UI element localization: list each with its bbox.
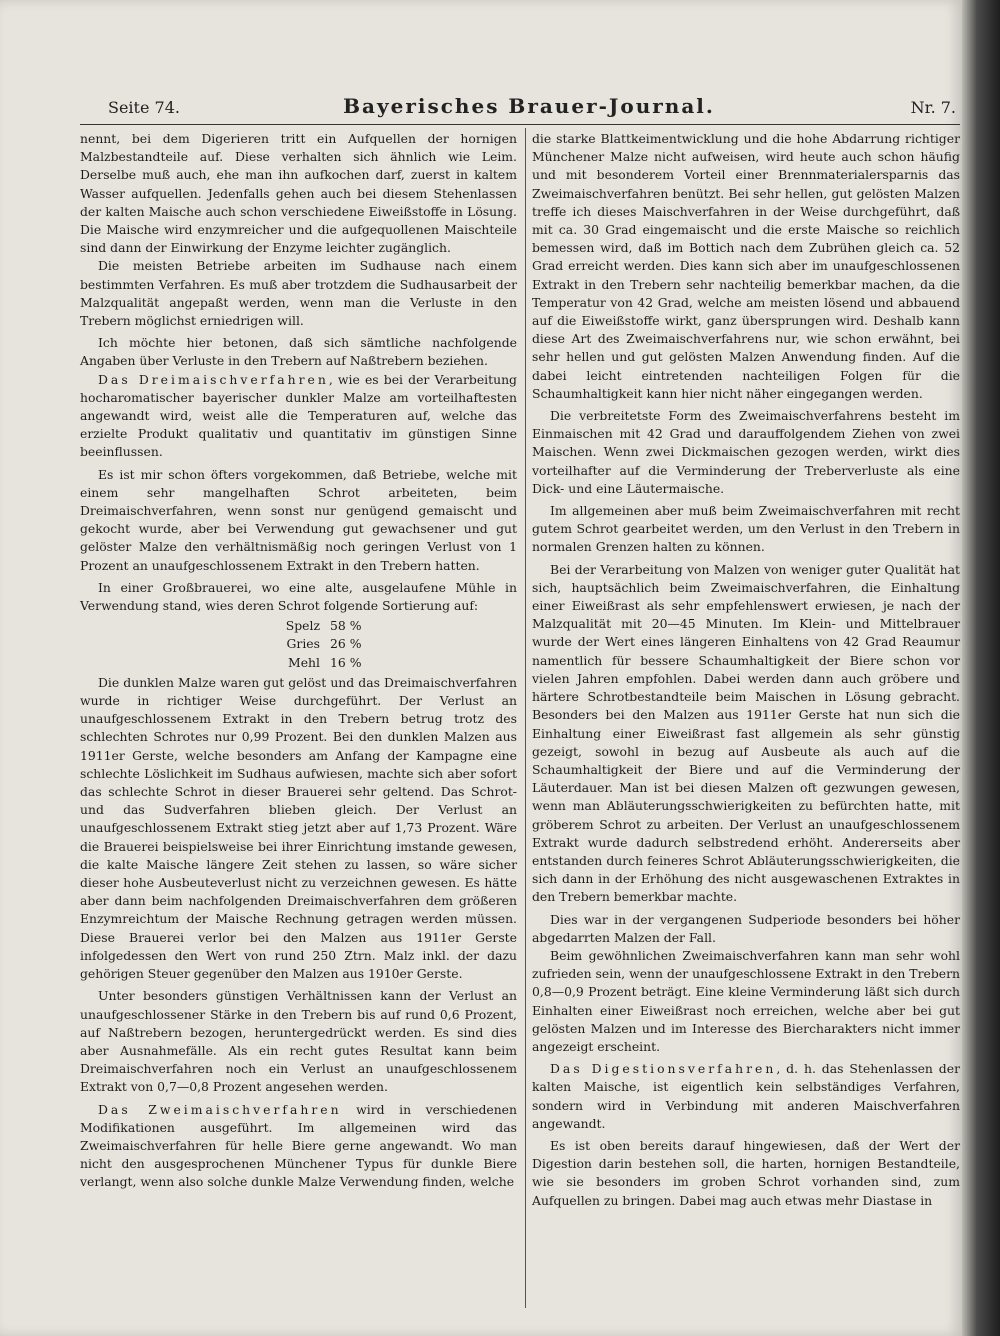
paragraph: die starke Blattkeimentwicklung und die hohe Abdarrung richtiger Münchener Malze nicht aufweisen, wird heute auch schon häufig und mit besonderem Vorteil einer Brennmaterialersparnis das Zweimaischverfahren benützt. Bei sehr hellen, gut gelösten Malzen treffe ich dieses Maischverfahren in der Weise durchgeführt, daß mit ca. 30 Grad eingemaischt und die erste Maische so reichlich bemessen wird, daß im Bottich nach dem Zubrühen gleich ca. 52 Grad erreicht werden. Dies kann sich aber im unaufgeschlossenen Extrakt in den Trebern sehr nachteilig bemerkbar machen, da die Temperatur von 42 Grad, welche am meisten lösend und abbauend auf die Eiweißstoffe wirkt, ganz übersprungen wird. Deshalb kann diese Art des Zweimaischverfahrens nur, wie schon erwähnt, bei sehr hellen und gut gelösten Malzen Anwendung finden. Auf die dabei leicht eintretenden nachteiligen Folgen für die Schaumhaltigkeit kann hier nicht näher eingegangen werden. bbox=[532, 131, 960, 401]
scan-edge bbox=[962, 0, 1000, 1336]
paragraph: Es ist mir schon öfters vorgekommen, daß Betriebe, welche mit einem sehr mangelhaften Schrot arbeiteten, beim Dreimaischverfahren, wenn sonst nur genügend gemaischt und gekocht wurde, aber bei Verwendung gut gewachsener und gut gelöster Malze den verhältnismäßig noch geringen Verlust von 1 Prozent an unaufgeschlossenem Extrakt in den Trebern hatten. bbox=[80, 466, 517, 573]
paragraph: Das Zweimaischverfahren wird in verschiedenen Modifikationen ausgeführt. Im allgemeinen wird das Zweimaischverfahren für helle Biere gerne angewandt. Wo man nicht den ausgesprochenen Münchener Typus für dunkle Biere verlangt, wenn also solche dunkle Malze Verwendung finden, welche bbox=[80, 1101, 517, 1190]
paragraph: Es ist oben bereits darauf hingewiesen, daß der Wert der Digestion darin bestehen soll, die harten, hornigen Bestandteile, wie sie besonders im groben Schrot vorhanden sind, zum Aufquellen zu bringen. Dabei mag auch etwas mehr Diastase in bbox=[532, 1137, 960, 1208]
term-zweimaischverfahren: Das Zweimaischverfahren bbox=[98, 1101, 342, 1117]
paragraph: Das Digestionsverfahren, d. h. das Stehenlassen der kalten Maische, ist eigentlich kein selbständiges Verfahren, sondern wird in Verbindung mit anderen Maischverfahren angewandt. bbox=[532, 1061, 960, 1131]
header-rule bbox=[80, 124, 960, 125]
page-number: Seite 74. bbox=[108, 98, 180, 117]
paragraph: nennt, bei dem Digerieren tritt ein Aufquellen der hornigen Malzbestandteile auf. Diese verhalten sich ähnlich wie Leim. Derselbe muß auch, ehe man ihn aufkochen darf, zuerst in kaltem Wasser aufquellen. Jedenfalls gehen auch bei diesem Stehenlassen der kalten Maische auch schon verschiedene Eiweißstoffe in Lösung. Die Maische wird enzymreicher und die aufgequollenen Maischteile sind dann der Einwirkung der Enzyme leichter zugänglich. bbox=[80, 131, 517, 256]
left-column bbox=[80, 130, 517, 1192]
page-header bbox=[100, 96, 958, 122]
paragraph: Beim gewöhnlichen Zweimaischverfahren kann man sehr wohl zufrieden sein, wenn der unaufgeschlossene Extrakt in den Trebern 0,8—0,9 Prozent beträgt. Eine kleine Verminderung läßt sich durch Einhalten einer Eiweißrast noch erreichen, welche aber bei gut gelösten Malzen und im Interesse des Biercharakters nicht immer angezeigt erscheint. bbox=[532, 947, 960, 1054]
paragraph: Im allgemeinen aber muß beim Zweimaischverfahren mit recht gutem Schrot gearbeitet werden, um den Verlust in den Trebern in normalen Grenzen halten zu können. bbox=[532, 503, 960, 555]
term-digestionsverfahren: Das Digestionsverfahren bbox=[550, 1061, 777, 1077]
right-column bbox=[532, 130, 960, 1210]
term-dreimaischverfahren: Das Dreimaischverfahren bbox=[98, 371, 329, 387]
sortierung-row: Mehl 16 % bbox=[288, 654, 362, 670]
issue-number: Nr. 7. bbox=[910, 98, 956, 117]
paragraph: Dies war in der vergangenen Sudperiode besonders bei höher abgedarrten Malzen der Fall. bbox=[532, 911, 960, 945]
paragraph: Die meisten Betriebe arbeiten im Sudhause nach einem bestimmten Verfahren. Es muß aber trotzdem die Sudhausarbeit der Malzqualität angepaßt werden, wenn man die Verluste in den Trebern möglichst erniedrigen will. bbox=[80, 258, 517, 329]
paragraph: Bei der Verarbeitung von Malzen von weniger guter Qualität hat sich, hauptsächlich beim Zweimaischverfahren, die Einhaltung einer Eiweißrast als sehr empfehlenswert erwiesen, je nach der Malzqualität mit 20—45 Minuten. Im Klein- und Mittelbrauer wurde der Wert eines längeren Einhaltens von 42 Grad Reaumur namentlich für bessere Schaumhaltigkeit der Biere schon vor vielen Jahren empfohlen. Dabei werden dann auch gröbere und härtere Schrotbestandteile beim Maischen in Lösung gebracht. Besonders bei den Malzen aus 1911er Gerste hat nun sich die Einhaltung einer Eiweißrast fast allgemein als sehr günstig gezeigt, sowohl in bezug auf Ausbeute als auch auf die Schaumhaltigkeit der Biere und auf die Verminderung der Läuterdauer. Man ist bei diesen Malzen oft gezwungen gewesen, wenn man Abläuterungsschwierigkeiten zu befürchten hatte, mit gröberem Schrot zu arbeiten. Der Verlust an unaufgeschlossenem Extrakt wurde dadurch selbstredend erhöht. Andererseits aber entstanden durch feineres Schrot Abläuterungsschwierigkeiten, die sich dann in der Erhöhung des nicht ausgewaschenen Extraktes in den Trebern bemerkbar machte. bbox=[532, 561, 960, 905]
journal-title: Bayerisches Brauer-Journal. bbox=[343, 94, 715, 118]
paragraph: In einer Großbrauerei, wo eine alte, ausgelaufene Mühle in Verwendung stand, wies deren Schrot folgende Sortierung auf: bbox=[80, 579, 517, 614]
paragraph: Die dunklen Malze waren gut gelöst und das Dreimaischverfahren wurde in richtiger Weise durchgeführt. Der Verlust an unaufgeschlossenem Extrakt in den Trebern betrug trotz des schlechten Schrotes nur 0,99 Prozent. Bei den dunklen Malzen aus 1911er Gerste, welche besonders am Anfang der Kampagne eine schlechte Löslichkeit im Sudhaus aufwiesen, machte sich aber sofort das schlechte Schrot in dieser Brauerei sehr geltend. Das Schrot- und das Sudverfahren blieben gleich. Der Verlust an unaufgeschlossenem Extrakt stieg jetzt aber auf 1,73 Prozent. Wäre die Brauerei beispielsweise bei ihrer Einrichtung imstande gewesen, die kalte Maische längere Zeit stehen zu lassen, so wäre sicher dieser hohe Ausbeuteverlust nicht zu verzeichnen gewesen. Es hätte aber dann beim nachfolgenden Dreimaischverfahren dem größeren Enzymreichtum der Maische Rechnung getragen werden müssen. Diese Brauerei verlor bei den Malzen aus 1911er Gerste infolgedessen den Wert von rund 250 Ztrn. Malz inkl. der dazu gehörigen Steuer gegenüber den Malzen aus 1910er Gerste. bbox=[80, 674, 517, 982]
sortierung-table bbox=[80, 617, 517, 672]
paragraph: Unter besonders günstigen Verhältnissen kann der Verlust an unaufgeschlossener Stärke in den Trebern bis auf rund 0,6 Prozent, auf Naßtrebern bezogen, heruntergedrückt werden. Es sind dies aber Ausnahmefälle. Als ein recht gutes Resultat kann beim Dreimaischverfahren noch ein Verlust an unaufgeschlossenem Extrakt von 0,7—0,8 Prozent angesehen werden. bbox=[80, 988, 517, 1095]
paragraph: Die verbreitetste Form des Zweimaischverfahrens besteht im Einmaischen mit 42 Grad und darauffolgendem Ziehen von zwei Maischen. Wenn zwei Dickmaischen gezogen werden, wirkt dies vorteilhafter auf die Verminderung der Treberverluste als eine Dick- und eine Läutermaische. bbox=[532, 408, 960, 496]
sortierung-row: Spelz 58 % bbox=[285, 618, 362, 634]
sortierung-row: Gries 26 % bbox=[286, 636, 362, 652]
column-divider bbox=[525, 128, 526, 1308]
paragraph: Das Dreimaischverfahren, wie es bei der Verarbeitung hocharomatischer bayerischer dunkler Malze am vorteilhaftesten angewandt wird, weist alle die Temperaturen auf, welche das erzielte Produkt qualitativ und quantitativ im günstigen Sinne beeinflussen. bbox=[80, 371, 517, 460]
paragraph: Ich möchte hier betonen, daß sich sämtliche nachfolgende Angaben über Verluste in den Trebern auf Naßtrebern beziehen. bbox=[80, 335, 517, 369]
